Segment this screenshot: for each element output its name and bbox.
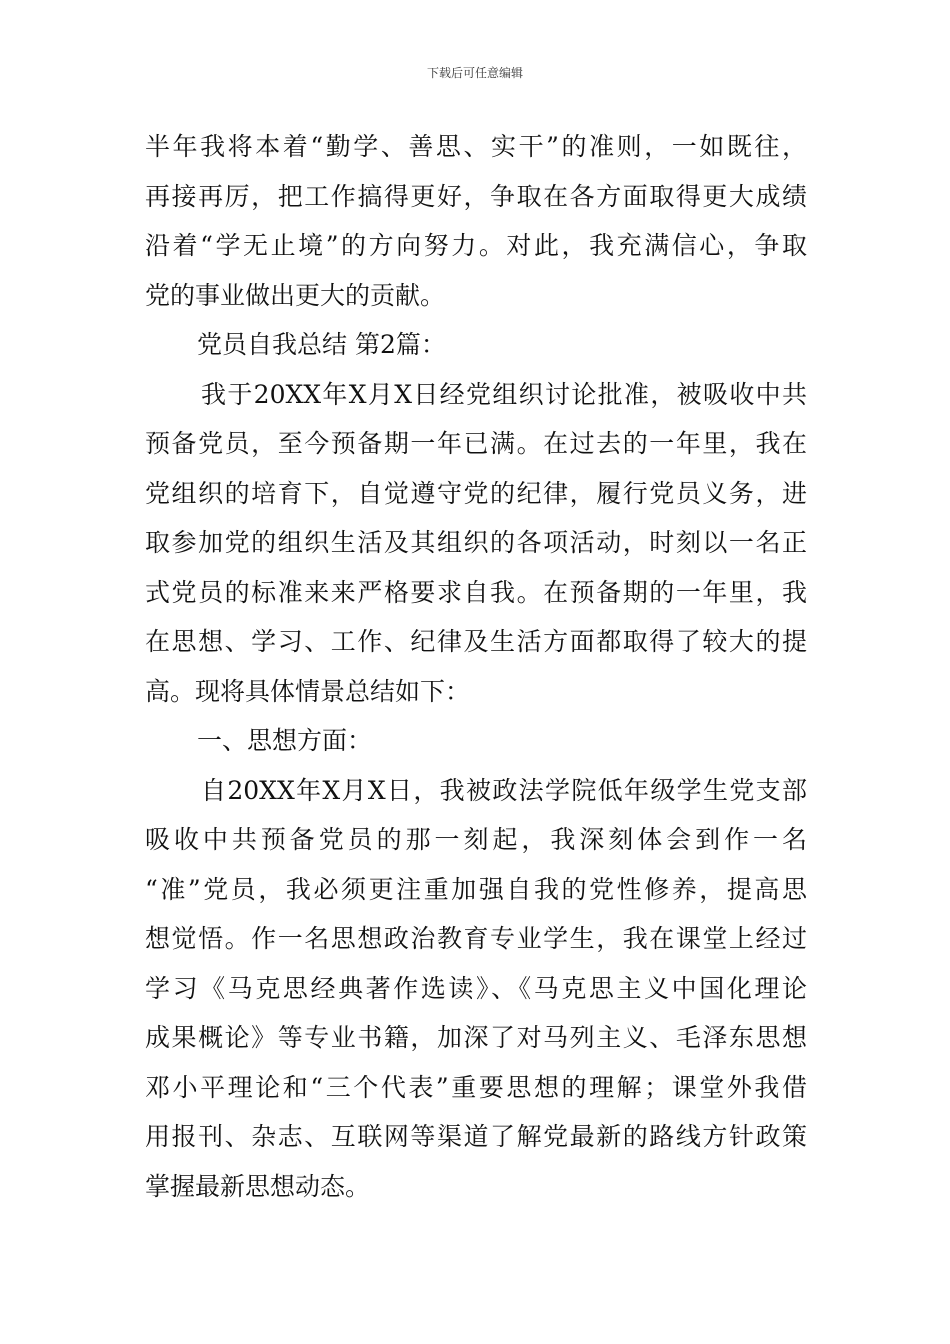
text-line: 我于20XX年X月X日经党组织讨论批准，被吸收中共: [201, 379, 807, 409]
text-line: 掌握最新思想动态。: [145, 1171, 371, 1201]
text-line: 邓小平理论和“三个代表”重要思想的理解；课堂外我借: [145, 1072, 807, 1102]
text-line: 半年我将本着“勤学、善思、实干”的准则，一如既往，: [145, 132, 807, 161]
text-line: 取参加党的组织生活及其组织的各项活动，时刻以一名正: [145, 528, 807, 557]
text-line: 再接再厉，把工作搞得更好，争取在各方面取得更大成绩: [145, 181, 807, 211]
text-line: 吸收中共预备党员的那一刻起，我深刻体会到作一名: [145, 825, 807, 854]
text-line: 成果概论》等专业书籍，加深了对马列主义、毛泽东思想: [145, 1023, 807, 1052]
text-line: 在思想、学习、工作、纪律及生活方面都取得了较大的提: [145, 627, 807, 656]
text-line: 沿着“学无止境”的方向努力。对此，我充满信心，争取: [145, 231, 807, 260]
subsection-heading: 一、思想方面：: [197, 726, 373, 755]
text-line: 自20XX年X月X日，我被政法学院低年级学生党支部: [201, 775, 807, 805]
document-body: [145, 122, 807, 1211]
text-line: 预备党员，至今预备期一年已满。在过去的一年里，我在: [145, 429, 807, 458]
page-header-note: 下载后可任意编辑: [426, 66, 523, 80]
text-line: 式党员的标准来来严格要求自我。在预备期的一年里，我: [145, 577, 807, 607]
text-line: 用报刊、杂志、互联网等渠道了解党最新的路线方针政策: [145, 1122, 807, 1151]
text-line: “准”党员，我必须更注重加强自我的党性修养，提高思: [145, 874, 807, 904]
text-line: 学习《马克思经典著作选读》、《马克思主义中国化理论: [145, 973, 807, 1003]
text-line: 党组织的培育下，自觉遵守党的纪律，履行党员义务，进: [145, 478, 807, 508]
text-line: 党的事业做出更大的贡献。: [145, 280, 446, 310]
text-line: 想觉悟。作一名思想政治教育专业学生，我在课堂上经过: [145, 924, 807, 953]
section-heading: 党员自我总结 第2篇：: [197, 330, 446, 359]
text-line: 高。现将具体情景总结如下：: [145, 676, 471, 706]
